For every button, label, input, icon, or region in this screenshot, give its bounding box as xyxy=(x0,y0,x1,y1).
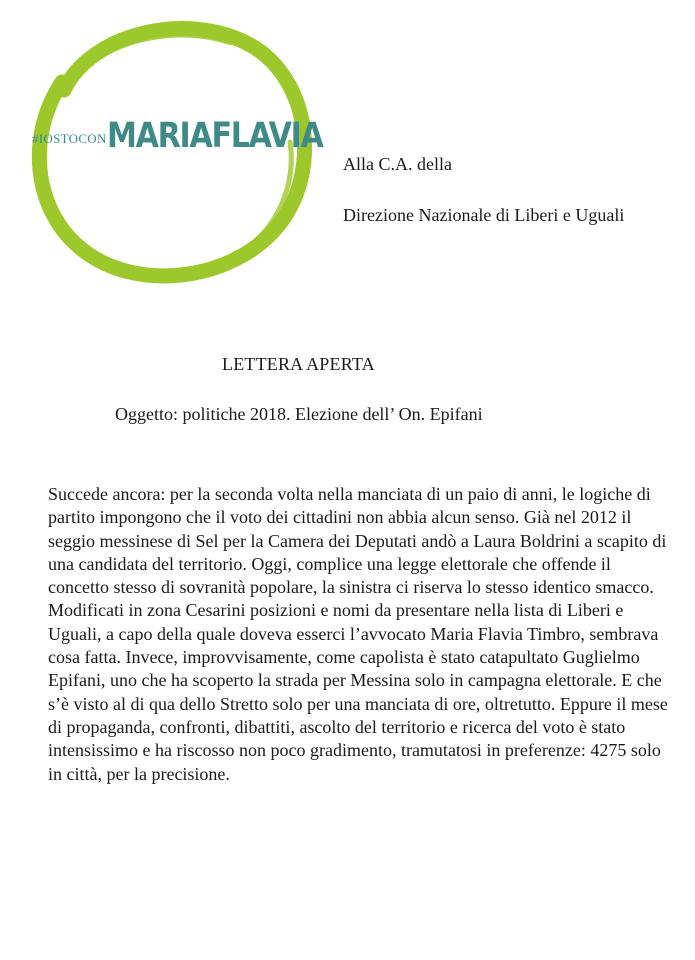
letter-body: Succede ancora: per la seconda volta nella manciata di un paio di anni, le logiche di partito impongono che il voto dei cittadini non abbia alcun senso. Già nel 2012 il seggio messinese di Sel per la Camera dei Deputati andò a Laura Boldrini a scapito di una candidata del territorio. Oggi, complice una legge elettorale che offende il concetto stesso di sovranità popolare, la sinistra ci riserva lo stesso identico smacco. Modificati in zona Cesarini posizioni e nomi da presentare nella lista di Liberi e Uguali, a capo della quale doveva esserci l’avvocato Maria Flavia Timbro, sembrava cosa fatta. Invece, improvvisamente, come capolista è stato catapultato Guglielmo Epifani, uno che ha scoperto la strada per Messina solo in campagna elettorale. E che s’è visto al di qua dello Stretto solo per una manciata di ore, oltretutto. Eppure il mese di propaganda, confronti, dibattiti, ascolto del territorio e ricerca del voto è stato intensissimo e ha riscosso non poco gradimento, tramutatosi in preferenze: 4275 solo in città, per la precisione. xyxy=(48,484,668,784)
recipient-line-2: Direzione Nazionale di Liberi e Uguali xyxy=(343,205,625,225)
recipient-line-1: Alla C.A. della xyxy=(343,154,452,174)
logo-text xyxy=(32,116,357,156)
logo-name: MARIAFLAVIA xyxy=(106,116,323,156)
campaign-logo xyxy=(20,12,323,284)
letter-subject: Oggetto: politiche 2018. Elezione dell’ On. Epifani xyxy=(115,404,483,424)
recipient-block xyxy=(343,152,663,228)
letter-title: LETTERA APERTA xyxy=(222,354,375,374)
logo-hashtag: #IOSTOCON xyxy=(32,131,107,146)
